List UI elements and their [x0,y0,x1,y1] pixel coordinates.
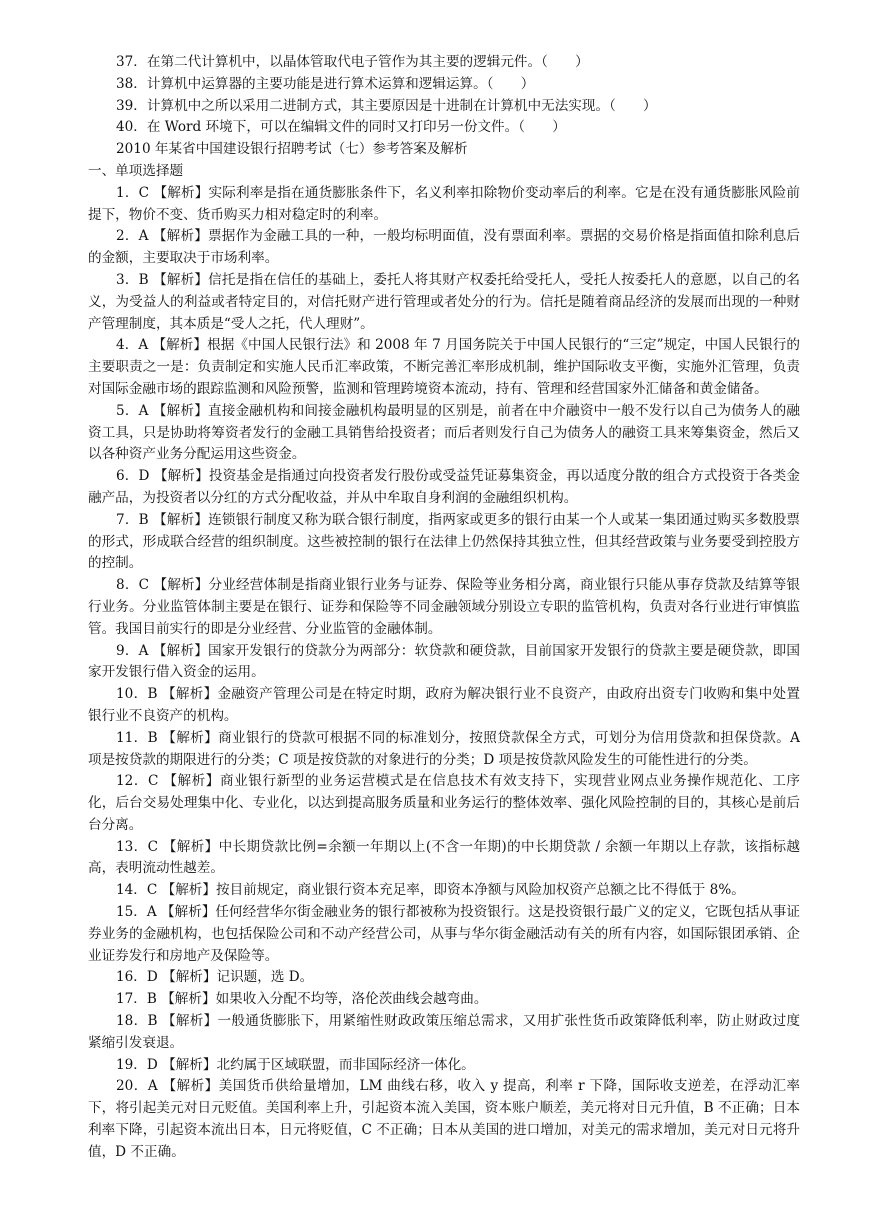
answer-20: 20．A 【解析】美国货币供给量增加，LM 曲线右移，收入 y 提高，利率 r 下降，国际收支逆差，在浮动汇率下，将引起美元对日元贬值。美国利率上升，引起资本流入美国，资本账户顺差，美元将对日元升值，B 不正确；日本利率下降，引起资本流出日本，日元将贬值，C 不正确；日本从美国的进口增加，对美元的需求增加，美元对日元将升值，D 不正确。 [88,1078,800,1160]
answer-13: 13．C 【解析】中长期贷款比例=余额一年期以上(不含一年期)的中长期贷款 / 余额一年期以上存款，该指标越高，表明流动性越差。 [88,838,800,877]
document-page [88,52,800,1164]
answer-18: 18．B 【解析】一般通货膨胀下，用紧缩性财政政策压缩总需求，又用扩张性货币政策降低利率，防止财政过度紧缩引发衰退。 [88,1013,800,1051]
answer-title: 2010 年某省中国建设银行招聘考试（七）参考答案及解析 [116,141,468,158]
answer-9: 9．A 【解析】国家开发银行的贷款分为两部分：软贷款和硬贷款，目前国家开发银行的贷款主要是硬贷款，即国家开发银行借入资金的运用。 [88,642,800,681]
answer-list [88,183,800,1164]
answer-15: 15．A 【解析】任何经营华尔街金融业务的银行都被称为投资银行。这是投资银行最广义的定义，它既包括从事证券业务的金融机构，也包括保险公司和不动产经营公司，从事与华尔街金融活动有关的所有内容，如国际银团承销、企业证券发行和房地产及保险等。 [88,904,800,964]
answer-1: 1．C 【解析】实际利率是指在通货膨胀条件下，名义利率扣除物价变动率后的利率。它是在没有通货膨胀风险前提下，物价不变、货币购买力相对稳定时的利率。 [88,184,800,223]
answer-3: 3．B 【解析】信托是指在信任的基础上，委托人将其财产权委托给受托人，受托人按委托人的意愿，以自己的名义，为受益人的利益或者特定目的，对信托财产进行管理或者处分的行为。信托是随着商品经济的发展而出现的一种财产管理制度，其本质是“受人之托，代人理财”。 [88,271,800,332]
answer-12: 12．C 【解析】商业银行新型的业务运营模式是在信息技术有效支持下，实现营业网点业务操作规范化、工序化，后台交易处理集中化、专业化，以达到提高服务质量和业务运行的整体效率、强化风险控制的目的，其核心是前后台分离。 [88,773,800,833]
answer-8: 8．C 【解析】分业经营体制是指商业银行业务与证券、保险等业务相分离，商业银行只能从事存贷款及结算等银行业务。分业监管体制主要是在银行、证券和保险等不同金融领域分别设立专职的监管机构，负责对各行业进行审慎监管。我国目前实行的即是分业经营、分业监管的金融体制。 [88,577,800,637]
judgment-questions [88,52,800,139]
answer-4: 4．A 【解析】根据《中国人民银行法》和 2008 年 7 月国务院关于中国人民银行的“三定”规定，中国人民银行的主要职责之一是：负责制定和实施人民币汇率政策，不断完善汇率形成机制，维护国际收支平衡，实施外汇管理，负责对国际金融市场的跟踪监测和风险预警，监测和管理跨境资本流动，持有、管理和经营国家外汇储备和黄金储备。 [88,337,800,397]
section-title: 一、单项选择题 [88,162,184,179]
answer-7: 7．B 【解析】连锁银行制度又称为联合银行制度，指两家或更多的银行由某一个人或某一集团通过购买多数股票的形式，形成联合经营的组织制度。这些被控制的银行在法律上仍然保持其独立性，但其经营政策与业务要受到控股方的控制。 [88,511,800,572]
question-38: 38．计算机中运算器的主要功能是进行算术运算和逻辑运算。（ ） [116,75,535,92]
question-37: 37．在第二代计算机中，以晶体管取代电子管作为其主要的逻辑元件。（ ） [116,54,589,70]
answer-10: 10．B 【解析】金融资产管理公司是在特定时期，政府为解决银行业不良资产，由政府出资专门收购和集中处置银行业不良资产的机构。 [88,686,800,724]
answer-19: 19．D 【解析】北约属于区域联盟，而非国际经济一体化。 [116,1056,475,1073]
answer-17: 17．B 【解析】如果收入分配不均等，洛伦茨曲线会越弯曲。 [116,991,488,1008]
answer-2: 2．A 【解析】票据作为金融工具的一种，一般均标明面值，没有票面利率。票据的交易价格是指面值扣除利息后的金额，主要取决于市场利率。 [88,228,800,267]
answer-14: 14．C 【解析】按目前规定，商业银行资本充足率，即资本净额与风险加权资产总额之比不得低于 8%。 [116,882,745,899]
question-39: 39．计算机中之所以采用二进制方式，其主要原因是十进制在计算机中无法实现。（ ） [116,97,657,114]
question-40: 40．在 Word 环境下，可以在编辑文件的同时又打印另一份文件。（ ） [116,119,566,136]
answer-16: 16．D 【解析】记识题，选 D。 [116,969,314,986]
answer-11: 11．B 【解析】商业银行的贷款可根据不同的标准划分，按照贷款保全方式，可划分为信用贷款和担保贷款。A 项是按贷款的期限进行的分类；C 项是按贷款的对象进行的分类；D 项是按贷款风险发生的可能性进行的分类。 [88,729,800,768]
answer-6: 6．D 【解析】投资基金是指通过向投资者发行股份或受益凭证募集资金，再以适度分散的组合方式投资于各类金融产品，为投资者以分红的方式分配收益，并从中牟取自身利润的金融组织机构。 [88,468,800,506]
answer-5: 5．A 【解析】直接金融机构和间接金融机构最明显的区别是，前者在中介融资中一般不发行以自己为债务人的融资工具，只是协助将筹资者发行的金融工具销售给投资者；而后者则发行自己为债务人的融资工具来筹集资金，然后又以各种资产业务分配运用这些资金。 [88,402,800,463]
